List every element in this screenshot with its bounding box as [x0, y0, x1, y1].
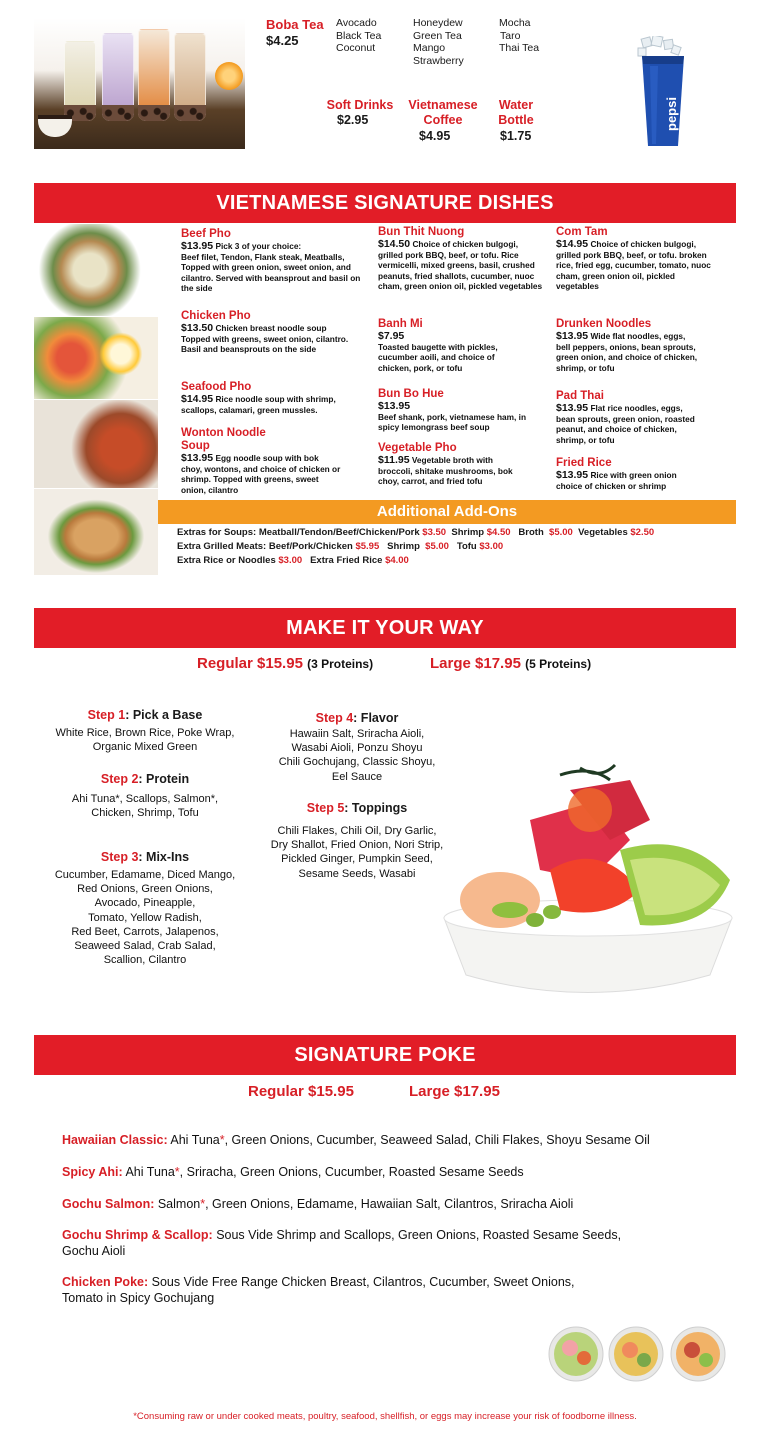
- step-name: : Toppings: [344, 801, 408, 815]
- poke-name: Chicken Poke:: [62, 1275, 149, 1289]
- dish-price: $7.95: [378, 330, 405, 342]
- size-label: Large: [409, 1083, 450, 1100]
- boba-pearls: [102, 105, 134, 121]
- dish-desc-lead: Flat rice noodles, eggs,: [590, 403, 683, 413]
- dish-beef-pho: [181, 228, 371, 294]
- dish-desc-lead: Wide flat noodles, eggs,: [590, 331, 686, 341]
- addon-price: $4.00: [385, 555, 409, 566]
- step-body: [40, 726, 250, 754]
- additional-add-ons-banner: Additional Add-Ons: [158, 500, 736, 524]
- vietnamese-dishes-banner: VIETNAMESE SIGNATURE DISHES: [34, 183, 736, 223]
- dish-desc: [378, 455, 528, 487]
- step-line: Wasabi Aioli, Ponzu Shoyu: [291, 742, 423, 755]
- raw-star: *: [200, 1197, 206, 1211]
- poke-desc: Ahi Tuna: [122, 1165, 175, 1179]
- myw-large-size: [430, 655, 591, 672]
- dish-name: Beef Pho: [181, 228, 231, 240]
- dish-desc-body: bell peppers, onions, bean sprouts, green onion, and choice of chicken, shrimp, or tofu: [556, 341, 698, 373]
- step-1-base: [40, 708, 250, 754]
- step-body: [40, 792, 250, 820]
- poke-gochu-salmon: [62, 1197, 682, 1213]
- step-number: Step 4: [315, 711, 354, 725]
- pepsi-cup-image: [636, 36, 692, 148]
- step-name: : Flavor: [353, 711, 399, 725]
- step-line: Chili Gochujang, Classic Shoyu,: [278, 756, 436, 769]
- addon-price: $3.50: [422, 527, 447, 538]
- dish-name: Com Tam: [556, 226, 608, 238]
- dish-desc: [556, 239, 716, 292]
- dish-name: Bun Bo Hue: [378, 388, 444, 400]
- step-line: Avocado, Pineapple,: [94, 897, 196, 910]
- step-line: Eel Sauce: [331, 770, 383, 783]
- drink-label-text: Soft Drinks: [326, 98, 394, 112]
- dish-desc-body: grilled pork BBQ, beef, or tofu. Rice vermicelli, mixed greens, basil, crushed peanuts, fried shallots, cucumber, nuoc cham, green onion oil, pickled vegetables: [378, 249, 543, 292]
- boba-tea-title: Boba Tea: [266, 17, 324, 32]
- dish-desc-body: choy, wontons, and choice of chicken or shrimp. Topped with greens, sweet onion, cilantro: [181, 463, 341, 495]
- poke-spicy-ahi: [62, 1165, 682, 1181]
- sig-large-size: [409, 1083, 500, 1100]
- step-name: : Pick a Base: [125, 708, 203, 722]
- poke-bowls-photo: [546, 1324, 728, 1384]
- dish-name: Drunken Noodles: [556, 318, 652, 330]
- dish-desc-body: bean sprouts, green onion, roasted peanut, and choice of chicken, shrimp, or tofu: [556, 413, 695, 445]
- size-note: (3 Proteins): [307, 657, 374, 671]
- dish-name: Vegetable Pho: [378, 442, 457, 454]
- dish-seafood-pho: [181, 381, 371, 415]
- dish-desc: [181, 453, 341, 495]
- dish-name: Wonton Noodle Soup: [181, 427, 266, 452]
- step-line: Cucumber, Edamame, Diced Mango,: [54, 869, 236, 881]
- dish-desc-body: choice of chicken or shrimp: [556, 480, 667, 491]
- dish-desc: [181, 323, 351, 355]
- raw-star: *: [174, 1165, 180, 1179]
- step-number: Step 1: [87, 708, 126, 722]
- boba-tea-price: $4.25: [266, 33, 299, 48]
- poke-desc: Sous Vide Shrimp and Scallops, Green Onions, Roasted Sesame Seeds,: [212, 1228, 622, 1242]
- dish-price: $14.50: [378, 238, 411, 250]
- addon-price: $5.00: [549, 527, 573, 538]
- dish-desc-lead: Egg noodle soup with bok: [215, 453, 319, 463]
- dish-desc-lead: Chicken breast noodle soup: [215, 323, 327, 333]
- dish-desc: [556, 331, 716, 373]
- boba-tea-photo: [34, 18, 245, 149]
- step-body: [262, 727, 452, 784]
- flavor-item: Taro: [500, 29, 521, 42]
- addon-text: Shrimp: [379, 541, 426, 552]
- step-line: Sesame Seeds, Wasabi: [298, 867, 416, 880]
- pepsi-logo-text: pepsi: [664, 97, 679, 131]
- dish-bun-thit-nuong: [378, 226, 548, 292]
- step-body: [262, 824, 452, 881]
- water-bottle-label: [490, 98, 542, 128]
- dish-name: Chicken Pho: [181, 310, 251, 322]
- soft-drinks-label: [322, 98, 398, 113]
- pho-photo: [34, 224, 158, 316]
- step-heading: [262, 801, 452, 815]
- addon-price: $4.50: [486, 527, 511, 538]
- dish-price: $13.95: [556, 402, 589, 414]
- dish-bun-bo-hue: [378, 388, 528, 433]
- banh-mi-photo: [34, 489, 158, 575]
- dish-desc: [378, 331, 518, 373]
- step-2-protein: [40, 772, 250, 820]
- make-it-your-way-banner: MAKE IT YOUR WAY: [34, 608, 736, 648]
- addon-price: $3.00: [278, 555, 303, 566]
- step-line: Chicken, Shrimp, Tofu: [91, 807, 199, 820]
- size-label: Large: [430, 655, 471, 672]
- dish-desc-body: broccoli, shitake mushrooms, bok choy, carrot, and fried tofu: [378, 465, 513, 487]
- drink-label-text: Bottle: [498, 113, 534, 127]
- poke-desc: , Green Onions, Edamame, Hawaiian Salt, Cilantros, Sriracha Aioli: [205, 1197, 574, 1211]
- step-line: Ahi Tuna*, Scallops, Salmon*,: [71, 793, 219, 805]
- size-label: Regular: [197, 655, 253, 672]
- addon-text: Broth: [510, 527, 550, 538]
- boba-flavor-list-2: [413, 17, 464, 67]
- dish-price: $13.95: [556, 330, 589, 342]
- myw-regular-size: [197, 655, 373, 672]
- addon-text: Tofu: [448, 541, 480, 552]
- step-name: : Mix-Ins: [138, 850, 190, 864]
- dish-desc-lead: Vegetable broth with: [411, 455, 493, 465]
- size-price: $15.95: [257, 655, 303, 672]
- dish-price: $13.95: [556, 469, 589, 481]
- poke-desc: Salmon: [154, 1197, 201, 1211]
- step-heading: [40, 708, 250, 722]
- dish-desc: [378, 239, 548, 292]
- step-line: Hawaiin Salt, Sriracha Aioli,: [289, 728, 425, 740]
- poke-desc: , Sriracha, Green Onions, Cucumber, Roasted Sesame Seeds: [179, 1165, 524, 1179]
- dish-desc: [181, 394, 371, 415]
- step-5-toppings: [262, 801, 452, 881]
- addon-text: Extras for Soups: Meatball/Tendon/Beef/Chicken/Pork: [177, 527, 423, 538]
- dish-desc-body: Beef filet, Tendon, Flank steak, Meatballs, Topped with green onion, sweet onion, and cilantro. Served with beansprout and basil on the side: [181, 251, 361, 294]
- sig-regular-size: [248, 1083, 354, 1100]
- dish-desc: [378, 401, 528, 433]
- step-body: [40, 868, 250, 967]
- size-price: $17.95: [454, 1083, 500, 1100]
- dish-drunken-noodles: [556, 318, 716, 373]
- addon-text: Extra Rice or Noodles: [177, 555, 279, 566]
- dish-price: $13.95: [181, 240, 214, 252]
- step-name: : Protein: [138, 772, 190, 786]
- boba-pearls: [138, 105, 170, 121]
- flavor-item: Thai Tea: [499, 42, 540, 54]
- dish-desc-lead: Choice of chicken bulgogi,: [412, 239, 519, 249]
- flavor-item: Avocado: [336, 17, 377, 29]
- size-price: $15.95: [308, 1083, 354, 1100]
- poke-name: Gochu Shrimp & Scallop:: [62, 1228, 213, 1242]
- drink-label-text: Vietnamese: [408, 98, 478, 112]
- vietnamese-food-photos: [34, 224, 158, 575]
- addon-price: $2.50: [630, 527, 655, 538]
- step-heading: [40, 850, 250, 864]
- step-3-mix-ins: [40, 850, 250, 967]
- step-heading: [262, 711, 452, 725]
- addon-text: Extra Grilled Meats: Beef/Pork/Chicken: [177, 541, 356, 552]
- poke-gochu-shrimp-scallop: [62, 1228, 682, 1259]
- step-line: Dry Shallot, Fried Onion, Nori Strip,: [270, 839, 444, 852]
- poke-name: Gochu Salmon:: [62, 1197, 155, 1211]
- poke-bowl-photo: [440, 760, 736, 1002]
- dish-com-tam: [556, 226, 716, 292]
- dish-banh-mi: [378, 318, 518, 373]
- step-line: Pickled Ginger, Pumpkin Seed,: [281, 853, 433, 866]
- addon-line-meats: [177, 541, 503, 552]
- boba-flavor-list-1: [336, 17, 381, 55]
- size-note: (5 Proteins): [525, 657, 592, 671]
- poke-hawaiian-classic: [62, 1133, 682, 1149]
- dish-name: Bun Thit Nuong: [378, 226, 465, 238]
- step-line: Red Beet, Carrots, Jalapenos,: [71, 925, 219, 938]
- boba-pearls: [174, 105, 206, 121]
- dish-wonton-noodle-soup: [181, 427, 341, 495]
- soft-drinks-price: $2.95: [337, 113, 369, 127]
- dish-name: Pad Thai: [556, 390, 604, 402]
- dish-name: Banh Mi: [378, 318, 423, 330]
- step-number: Step 3: [100, 850, 139, 864]
- addon-text: Shrimp: [446, 527, 487, 538]
- poke-desc: Tomato in Spicy Gochujang: [62, 1290, 215, 1305]
- step-line: Chili Flakes, Chili Oil, Dry Garlic,: [277, 825, 437, 837]
- boba-flavor-list-3: [499, 17, 539, 55]
- flavor-item: Green Tea: [413, 29, 462, 42]
- flavor-item: Coconut: [336, 42, 376, 54]
- bun-bo-hue-photo: [34, 400, 158, 488]
- step-line: Seaweed Salad, Crab Salad,: [74, 940, 216, 953]
- step-line: Organic Mixed Green: [92, 741, 198, 754]
- dish-price: $14.95: [556, 238, 589, 250]
- vietnamese-coffee-price: $4.95: [419, 129, 451, 143]
- dish-pad-thai: [556, 390, 706, 445]
- size-label: Regular: [248, 1083, 304, 1100]
- vietnamese-coffee-label: [404, 98, 482, 128]
- dish-price: $14.95: [181, 393, 214, 405]
- dish-desc-body: grilled pork BBQ, beef, or tofu. broken rice, fried egg, cucumber, tomato, nuoc cham, green onion oil, pickled vegetables: [556, 249, 711, 292]
- poke-name: Hawaiian Classic:: [62, 1133, 168, 1147]
- poke-name: Spicy Ahi:: [62, 1165, 123, 1179]
- addon-line-rice: [177, 555, 409, 566]
- water-bottle-price: $1.75: [500, 129, 532, 143]
- drink-label-text: Water: [498, 98, 534, 112]
- addon-price: $3.00: [479, 541, 504, 552]
- dish-desc: [556, 470, 706, 491]
- dish-desc-body: Topped with greens, sweet onion, cilantro. Basil and beansprouts on the side: [181, 333, 349, 355]
- step-heading: [40, 772, 250, 786]
- dish-desc: [556, 403, 706, 445]
- flavor-item: Strawberry: [413, 54, 464, 67]
- dish-fried-rice: [556, 457, 706, 491]
- addon-price: $5.95: [355, 541, 380, 552]
- step-number: Step 5: [306, 801, 345, 815]
- com-tam-photo: [34, 317, 158, 399]
- step-line: Scallion, Cilantro: [103, 954, 187, 967]
- flavor-item: Mango: [413, 42, 446, 54]
- step-line: Tomato, Yellow Radish,: [88, 911, 202, 924]
- addon-text: Vegetables: [572, 527, 631, 538]
- dish-vegetable-pho: [378, 442, 528, 487]
- addon-text: Extra Fried Rice: [302, 555, 386, 566]
- poke-desc: , Green Onions, Cucumber, Seaweed Salad, Chili Flakes, Shoyu Sesame Oil: [224, 1133, 650, 1147]
- size-price: $17.95: [475, 655, 521, 672]
- dish-price: $11.95: [378, 454, 410, 466]
- flavor-item: Mocha: [499, 17, 531, 29]
- dish-desc-lead: Pick 3 of your choice:: [215, 241, 302, 251]
- poke-desc: Ahi Tuna: [167, 1133, 220, 1147]
- poke-desc: Gochu Aioli: [62, 1243, 126, 1258]
- dish-desc: [181, 241, 371, 294]
- orange-slice: [215, 62, 243, 90]
- raw-star: *: [219, 1133, 225, 1147]
- step-4-flavor: [262, 711, 452, 784]
- addon-price: $5.00: [425, 541, 449, 552]
- raw-food-disclaimer: *Consuming raw or under cooked meats, poultry, seafood, shellfish, or eggs may increase your risk of foodborne illness.: [133, 1411, 637, 1422]
- dish-price: $13.95: [181, 452, 214, 464]
- dish-chicken-pho: [181, 310, 351, 355]
- flavor-item: Black Tea: [336, 29, 382, 42]
- dish-desc-body: Beef shank, pork, vietnamese ham, in spicy lemongrass beef soup: [378, 411, 527, 433]
- dish-desc-body: scallops, calamari, green mussles.: [181, 404, 318, 415]
- dish-price: $13.50: [181, 322, 214, 334]
- step-line: Red Onions, Green Onions,: [77, 883, 213, 896]
- signature-poke-banner: SIGNATURE POKE: [34, 1035, 736, 1075]
- poke-desc: Sous Vide Free Range Chicken Breast, Cilantros, Cucumber, Sweet Onions,: [148, 1275, 575, 1289]
- dish-price: $13.95: [378, 400, 411, 412]
- dish-name: Fried Rice: [556, 457, 612, 469]
- dish-desc-body: Toasted baugette with pickles, cucumber aoili, and choice of chicken, pork, or tofu: [378, 341, 498, 373]
- dish-desc-lead: Choice of chicken bulgogi,: [590, 239, 697, 249]
- addon-line-soups: [177, 527, 654, 538]
- step-line: White Rice, Brown Rice, Poke Wrap,: [55, 727, 235, 739]
- dish-desc-lead: Rice with green onion: [590, 470, 677, 480]
- poke-chicken-poke: [62, 1275, 682, 1306]
- dish-desc-lead: Rice noodle soup with shrimp,: [215, 394, 336, 404]
- drink-label-text: Coffee: [423, 113, 463, 127]
- flavor-item: Honeydew: [413, 17, 463, 29]
- step-number: Step 2: [100, 772, 139, 786]
- coffee-bean-bowl: [38, 115, 72, 137]
- dish-name: Seafood Pho: [181, 381, 252, 393]
